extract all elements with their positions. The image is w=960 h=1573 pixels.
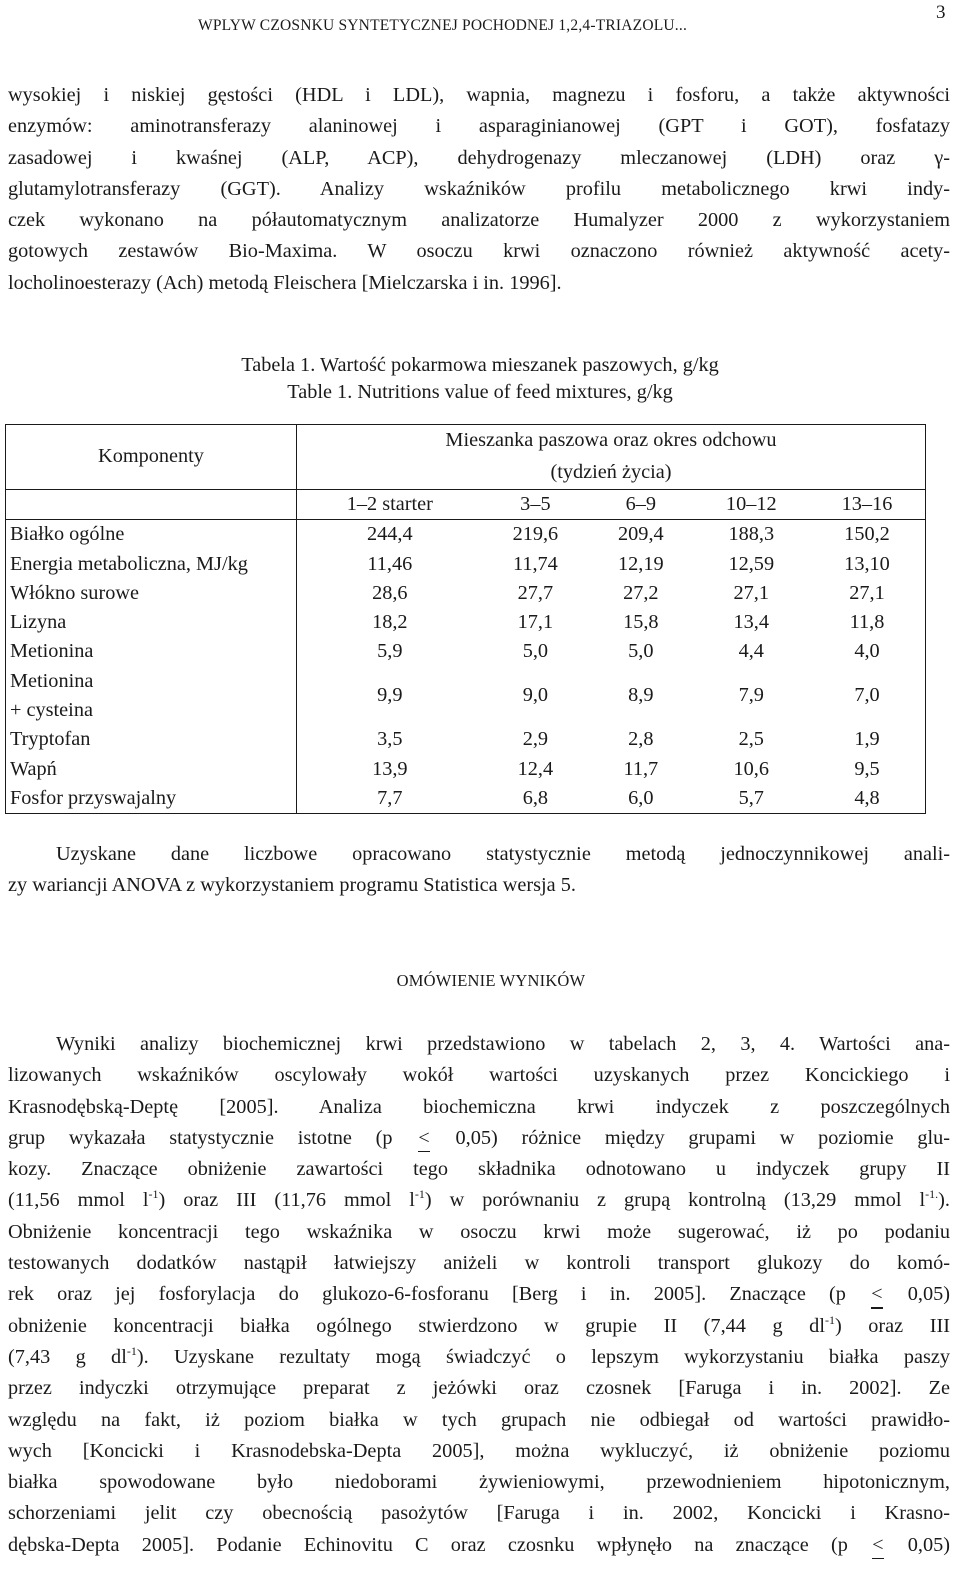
- text-span: 0,05) różnice między grupami w poziomie glu-: [455, 1126, 950, 1149]
- table-cell: 188,3: [728, 523, 775, 546]
- page-number: 3: [936, 2, 946, 23]
- table-row: [6, 579, 926, 608]
- table-cell: 7,9: [738, 684, 764, 707]
- row-label: Włókno surowe: [6, 579, 297, 608]
- table-cell: 209,4: [618, 523, 664, 546]
- period-header: 6–9: [588, 490, 693, 520]
- text-line: gotowych zestawów Bio-Maxima. W osoczu krwi oznaczono również aktywność acety-: [8, 240, 950, 263]
- table-row: [6, 725, 926, 754]
- table-cell: 27,1: [809, 579, 926, 608]
- table-cell: 11,74: [512, 552, 558, 575]
- text-line: zasadowej i kwaśnej (ALP, ACP), dehydrogenazy mleczanowej (LDH) oraz γ-: [8, 146, 950, 169]
- less-equal-symbol: <: [416, 1123, 431, 1154]
- empty-cell: [6, 490, 297, 520]
- table-cell: 4,0: [809, 637, 926, 666]
- table-cell: 13,9: [372, 757, 408, 780]
- table-cell: 12,19: [618, 552, 664, 575]
- period-header-row: [6, 490, 926, 520]
- table-cell: 13,4: [733, 611, 770, 634]
- table-cell: 13,10: [809, 550, 926, 579]
- table-row: [6, 608, 926, 637]
- group-header-line2: (tydzień życia): [297, 457, 926, 490]
- table-cell: 15,8: [623, 611, 659, 634]
- text-line: glutamylotransferazy (GGT). Analizy wskaźników profilu metabolicznego krwi indy-: [8, 177, 950, 200]
- row-label: Lizyna: [6, 608, 297, 637]
- row-label: Metionina: [6, 637, 297, 666]
- row-label-line: Metionina: [10, 669, 94, 692]
- table-cell: 9,9: [377, 684, 403, 707]
- period-header: 1–2 starter: [297, 490, 483, 520]
- row-label: [6, 667, 297, 726]
- text-line: Wyniki analizy biochemicznej krwi przedstawiono w tabelach 2, 3, 4. Wartości ana-: [56, 1033, 950, 1055]
- text-line: [8, 1123, 950, 1154]
- table-cell: 7,0: [809, 667, 926, 726]
- table-cell: 4,4: [738, 640, 764, 663]
- text-span: obniżenie koncentracji białka ogólnego stwierdzono w grupie II (7,44 g dl: [8, 1314, 825, 1337]
- text-line: wych [Koncicki i Krasnodebska-Depta 2005], można wykluczyć, iż obniżenie poziomu: [8, 1439, 950, 1462]
- superscript: -1: [126, 1343, 137, 1358]
- superscript: -1.: [925, 1187, 939, 1202]
- text-span: ) w porównaniu z grupą kontrolną (13,29 mmol l: [424, 1189, 926, 1212]
- superscript: -1: [824, 1312, 835, 1327]
- table-row: [6, 784, 926, 814]
- components-header: Komponenty: [6, 425, 297, 490]
- text-span: (11,56 mmol l: [8, 1189, 149, 1212]
- table-cell: 6,0: [588, 784, 693, 814]
- table-cell: 2,8: [628, 728, 654, 751]
- table-cell: 28,6: [372, 581, 408, 604]
- table-cell: 11,8: [809, 608, 926, 637]
- table-cell: 7,7: [297, 784, 483, 814]
- table-cell: 219,6: [512, 523, 559, 546]
- table-cell: 5,0: [522, 640, 549, 663]
- table-row: [6, 550, 926, 579]
- table-cell: 12,59: [728, 552, 775, 575]
- intro-paragraph: [8, 80, 950, 299]
- row-label: Fosfor przyswajalny: [6, 784, 297, 814]
- table-cell: 18,2: [372, 611, 408, 634]
- table-cell: 244,4: [367, 523, 413, 546]
- less-equal-symbol: <: [869, 1279, 884, 1310]
- table-row: [6, 667, 926, 726]
- superscript: -1: [148, 1187, 159, 1202]
- period-header: 3–5: [483, 490, 588, 520]
- text-line: zy wariancji ANOVA z wykorzystaniem programu Statistica wersja 5.: [8, 874, 576, 897]
- feed-mixture-table: [5, 424, 926, 814]
- less-equal-symbol: <: [870, 1530, 885, 1561]
- running-head: WPLYW CZOSNKU SYNTETYCZNEJ POCHODNEJ 1,2,4-TRIAZOLU...: [198, 17, 688, 34]
- table-cell: 5,9: [377, 640, 403, 663]
- table-caption-pl: Tabela 1. Wartość pokarmowa mieszanek paszowych, g/kg: [241, 354, 719, 376]
- row-label: Białko ogólne: [6, 520, 297, 550]
- text-span: 0,05): [907, 1283, 951, 1306]
- table-cell: 2,5: [738, 728, 764, 751]
- text-line: locholinoesterazy (Ach) metodą Fleischera [Mielczarska i in. 1996].: [8, 271, 562, 294]
- stats-paragraph: [8, 839, 950, 902]
- table-row: [6, 520, 926, 550]
- text-line: przez indyczki otrzymujące preparat z jeżówki oraz czosnek [Faruga i in. 2002]. Ze: [8, 1377, 950, 1400]
- table-row: [6, 755, 926, 784]
- text-span: grup wykazała statystycznie istotne (p: [8, 1126, 393, 1149]
- table-cell: 5,7: [694, 784, 809, 814]
- table-cell: 27,2: [623, 581, 659, 604]
- table-header-row: [6, 425, 926, 458]
- text-span: rek oraz jej fosforylacja do glukozo-6-fosforanu [Berg i in. 2005]. Znaczące (p: [8, 1283, 846, 1306]
- row-label: Wapń: [6, 755, 297, 784]
- table-cell: 12,4: [517, 757, 554, 780]
- text-line: względu na fakt, iż poziom białka w tych grupach nie odbiegał od wartości prawidło-: [8, 1408, 950, 1431]
- text-line: Krasnodębską-Deptę [2005]. Analiza biochemiczna krwi indyczek z poszczególnych: [8, 1095, 950, 1118]
- table-cell: 10,6: [733, 757, 770, 780]
- text-span: dębska-Depta 2005]. Podanie Echinovitu C oraz czosnku wpłynęło na znaczące (p: [8, 1533, 848, 1556]
- period-header: 13–16: [809, 490, 926, 520]
- row-label: Energia metaboliczna, MJ/kg: [6, 550, 297, 579]
- section-heading: OMÓWIENIE WYNIKÓW: [396, 971, 586, 990]
- table-cell: 17,1: [517, 611, 554, 634]
- text-line: [8, 1530, 950, 1561]
- results-paragraph: [8, 1029, 950, 1561]
- table-cell: 9,5: [809, 755, 926, 784]
- page-header: [0, 0, 960, 40]
- table-cell: 4,8: [809, 784, 926, 814]
- text-span: ). Uzyskane rezultaty mogą świadczyć o lepszym wykorzystaniu białka paszy: [136, 1345, 950, 1368]
- text-line: testowanych dodatków nastąpił łatwiejszy aniżeli w kontroli transport glukozy do komó-: [8, 1252, 950, 1275]
- table-cell: 8,9: [628, 684, 654, 707]
- row-label-line: + cysteina: [10, 699, 93, 722]
- table-cell: 1,9: [809, 725, 926, 754]
- table-caption-en: Table 1. Nutritions value of feed mixtures, g/kg: [287, 381, 673, 403]
- table-cell: 27,1: [733, 581, 770, 604]
- table-cell: 6,8: [483, 784, 588, 814]
- text-line: lizowanych wskaźników oscylowały wokół wartości uzyskanych przez Koncickiego i: [8, 1064, 950, 1087]
- text-line: schorzeniami jelit czy obecnością pasożytów [Faruga i in. 2002, Koncicki i Krasno-: [8, 1502, 950, 1525]
- text-line: [8, 1311, 950, 1342]
- row-label: Tryptofan: [6, 725, 297, 754]
- text-span: 0,05): [907, 1533, 950, 1556]
- text-line: Uzyskane dane liczbowe opracowano statystycznie metodą jednoczynnikowej anali-: [56, 843, 950, 865]
- table-cell: 5,0: [628, 640, 654, 663]
- table-row: [6, 637, 926, 666]
- table-cell: 11,7: [623, 757, 659, 780]
- text-line: [8, 1279, 950, 1310]
- period-header: 10–12: [694, 490, 809, 520]
- text-line: kozy. Znaczące obniżenie zawartości tego składnika odnotowano u indyczek grupy II: [8, 1158, 950, 1181]
- text-span: ) oraz III: [834, 1314, 951, 1337]
- text-line: [8, 1185, 950, 1216]
- group-header-line1: Mieszanka paszowa oraz okres odchowu: [297, 425, 926, 458]
- text-line: enzymów: aminotransferazy alaninowej i asparaginianowej (GPT i GOT), fosfatazy: [8, 115, 950, 138]
- text-line: czek wykonano na półautomatycznym analizatorze Humalyzer 2000 z wykorzystaniem: [8, 209, 950, 232]
- table-cell: 9,0: [522, 684, 549, 707]
- table-cell: 11,46: [367, 552, 413, 575]
- superscript: -1: [414, 1187, 425, 1202]
- text-span: ) oraz III (11,76 mmol l: [158, 1189, 415, 1212]
- table-cell: 150,2: [809, 520, 926, 550]
- text-line: białka spowodowane było niedoborami żywieniowymi, przewodnieniem hipotonicznym,: [8, 1471, 950, 1494]
- table-cell: 27,7: [517, 581, 554, 604]
- table-cell: 3,5: [377, 728, 403, 751]
- text-span: (7,43 g dl: [8, 1345, 127, 1368]
- text-line: wysokiej i niskiej gęstości (HDL i LDL), wapnia, magnezu i fosforu, a także aktywności: [8, 84, 950, 106]
- text-span: ).: [938, 1189, 950, 1212]
- text-line: [8, 1342, 950, 1373]
- table-cell: 2,9: [522, 728, 549, 751]
- text-line: Obniżenie koncentracji tego wskaźnika w osoczu krwi może sugerować, iż po podaniu: [8, 1220, 950, 1243]
